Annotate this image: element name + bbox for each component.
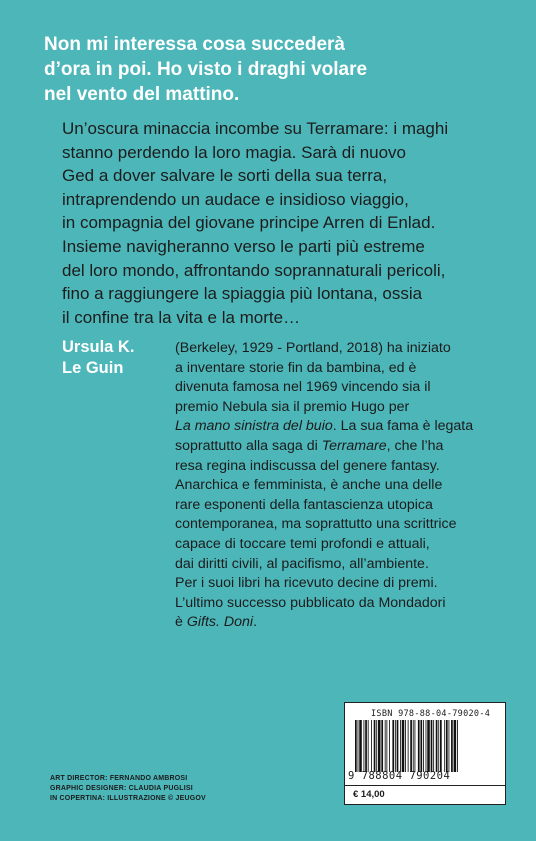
barcode-image	[355, 720, 495, 772]
bio-text: . La sua fama è legata	[332, 418, 474, 435]
credit-cover: IN COPERTINA: ILLUSTRAZIONE © JEUGOV	[50, 795, 206, 802]
author-name	[62, 337, 134, 379]
isbn-text: ISBN 978-88-04-79020-4	[371, 709, 491, 719]
synopsis-line: del loro mondo, affrontando soprannaturali pericoli,	[62, 260, 446, 280]
credit-art-director: ART DIRECTOR: FERNANDO AMBROSI	[50, 775, 188, 782]
synopsis-line: il confine tra la vita e la morte…	[62, 307, 301, 327]
author-name-line: Le Guin	[62, 359, 124, 377]
bio-text: .	[253, 614, 258, 631]
bio-text: soprattutto alla saga di	[175, 437, 322, 454]
bio-line	[175, 417, 505, 437]
quote-line: nel vento del mattino.	[44, 84, 240, 105]
back-cover-quote	[44, 32, 494, 107]
bio-line: capace di toccare temi profondi e attuali,	[175, 535, 430, 552]
bio-line	[175, 613, 505, 633]
bio-line: divenuta famosa nel 1969 vincendo sia il	[175, 379, 431, 396]
bio-line: premio Nebula sia il premio Hugo per	[175, 398, 410, 415]
synopsis-line: fino a raggiungere la spiaggia più lontana, ossia	[62, 284, 423, 304]
price: € 14,00	[353, 789, 385, 800]
quote-line: d’ora in poi. Ho visto i draghi volare	[44, 59, 368, 80]
barcode-label	[344, 702, 506, 805]
synopsis-line: in compagnia del giovane principe Arren di Enlad.	[62, 213, 436, 233]
credits	[50, 774, 206, 804]
bio-line: rare esponenti della fantascienza utopica	[175, 496, 433, 513]
bio-line: L’ultimo successo pubblicato da Mondadori	[175, 594, 446, 611]
credit-graphic-designer: GRAPHIC DESIGNER: CLAUDIA PUGLISI	[50, 785, 193, 792]
synopsis-line: Ged a dover salvare le sorti della sua terra,	[62, 166, 388, 186]
bio-line: (Berkeley, 1929 - Portland, 2018) ha iniziato	[175, 340, 451, 356]
author-name-line: Ursula K.	[62, 338, 135, 356]
book-title: Gifts. Doni	[186, 614, 254, 631]
bio-line: dai diritti civili, al pacifismo, all’ambiente.	[175, 555, 429, 572]
barcode-digits: 9 788804 790204	[348, 770, 451, 782]
synopsis-line: intraprendendo un audace e insidioso viaggio,	[62, 189, 409, 209]
bio-line: Anarchica e femminista, è anche una delle	[175, 477, 443, 494]
bio-line: a inventare storie fin da bambina, ed è	[175, 359, 417, 376]
bio-line	[175, 437, 505, 457]
author-bio	[175, 339, 505, 633]
bio-line: resa regina indiscussa del genere fantasy.	[175, 457, 440, 474]
price-divider	[345, 785, 505, 786]
synopsis-line: Insieme navigheranno verso le parti più estreme	[62, 236, 425, 256]
bio-text: è	[175, 614, 187, 631]
synopsis-paragraph	[62, 117, 502, 329]
synopsis-line: Un’oscura minaccia incombe su Terramare: i maghi	[62, 119, 449, 138]
book-title: Terramare	[321, 437, 387, 454]
bio-text: , che l’ha	[386, 437, 444, 454]
quote-line: Non mi interessa cosa succederà	[44, 34, 345, 55]
bio-line: contemporanea, ma soprattutto una scrittrice	[175, 516, 457, 533]
book-title: La mano sinistra del buio	[175, 418, 333, 435]
bio-line: Per i suoi libri ha ricevuto decine di premi.	[175, 575, 438, 592]
synopsis-line: stanno perdendo la loro magia. Sarà di nuovo	[62, 142, 407, 162]
